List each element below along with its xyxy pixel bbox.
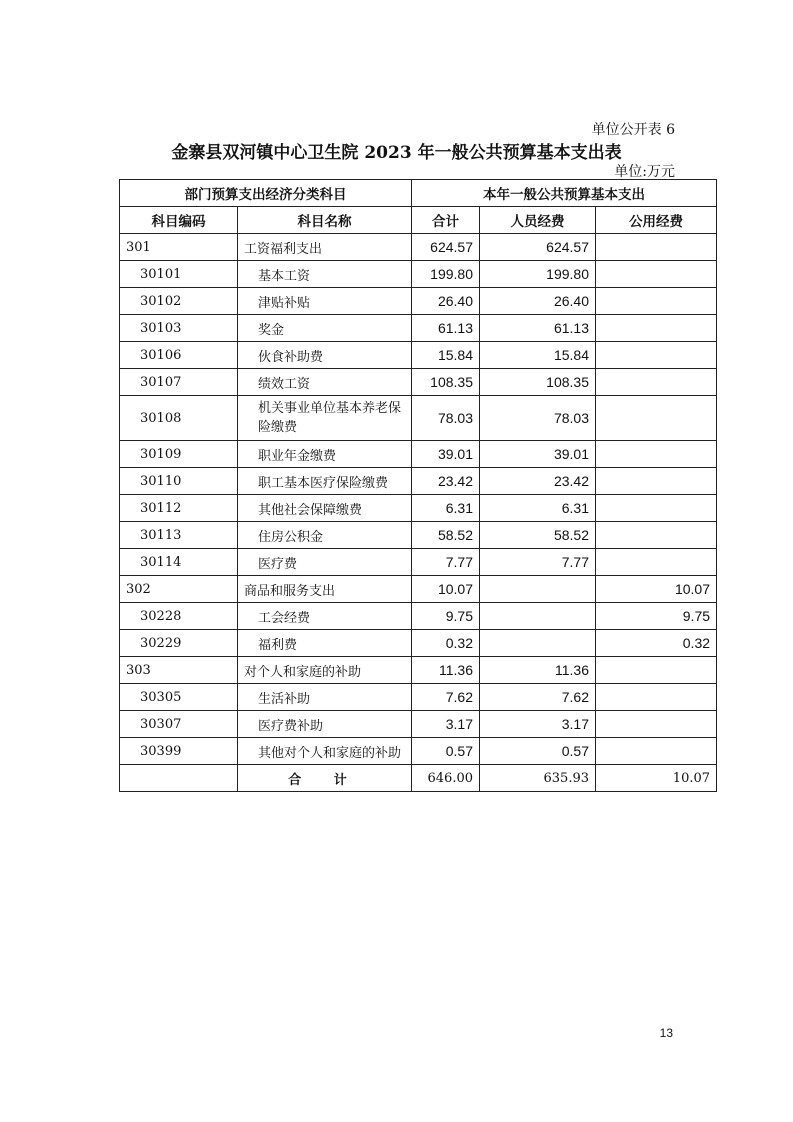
table-row: [120, 684, 717, 711]
cell-personnel: 58.52: [480, 522, 596, 549]
table-row: [120, 711, 717, 738]
cell-personnel: 39.01: [480, 441, 596, 468]
table-row: [120, 630, 717, 657]
column-header-name: 科目名称: [238, 207, 412, 234]
cell-personnel: 11.36: [480, 657, 596, 684]
cell-personnel: 108.35: [480, 369, 596, 396]
cell-total: 3.17: [412, 711, 480, 738]
cell-code: 301: [120, 234, 238, 261]
cell-code: 30114: [120, 549, 238, 576]
cell-name: 工会经费: [238, 603, 412, 630]
group-header-classification: 部门预算支出经济分类科目: [120, 180, 412, 207]
group-header-basic-expenditure: 本年一般公共预算基本支出: [412, 180, 717, 207]
cell-name: 机关事业单位基本养老保险缴费: [238, 396, 412, 441]
cell-name: 商品和服务支出: [238, 576, 412, 603]
cell-total: 39.01: [412, 441, 480, 468]
cell-personnel: 61.13: [480, 315, 596, 342]
cell-name: 医疗费: [238, 549, 412, 576]
cell-total: 15.84: [412, 342, 480, 369]
cell-public: 9.75: [596, 603, 717, 630]
cell-code: 30109: [120, 441, 238, 468]
cell-total: 0.57: [412, 738, 480, 765]
cell-public: [596, 261, 717, 288]
cell-public: [596, 738, 717, 765]
table-row: [120, 657, 717, 684]
cell-personnel: 7.62: [480, 684, 596, 711]
cell-name: 绩效工资: [238, 369, 412, 396]
cell-personnel: 624.57: [480, 234, 596, 261]
cell-total: 199.80: [412, 261, 480, 288]
cell-personnel: 23.42: [480, 468, 596, 495]
cell-personnel: 199.80: [480, 261, 596, 288]
cell-code: 303: [120, 657, 238, 684]
table-row: [120, 576, 717, 603]
cell-total: 7.77: [412, 549, 480, 576]
column-header-code: 科目编码: [120, 207, 238, 234]
cell-name: 职业年金缴费: [238, 441, 412, 468]
cell-code: 30307: [120, 711, 238, 738]
cell-public: [596, 441, 717, 468]
column-header-personnel: 人员经费: [480, 207, 596, 234]
cell-public: [596, 657, 717, 684]
cell-name: 住房公积金: [238, 522, 412, 549]
cell-public: [596, 342, 717, 369]
cell-code: 30108: [120, 396, 238, 441]
unit-label: 单位:万元: [614, 164, 675, 180]
cell-total: 23.42: [412, 468, 480, 495]
cell-public: [596, 522, 717, 549]
table-row: [120, 261, 717, 288]
cell-name: 对个人和家庭的补助: [238, 657, 412, 684]
cell-public: [596, 684, 717, 711]
table-group-header-row: [120, 180, 717, 207]
table-row: [120, 738, 717, 765]
cell-public: [596, 495, 717, 522]
budget-table: [119, 179, 717, 792]
cell-personnel: [480, 630, 596, 657]
cell-total: 9.75: [412, 603, 480, 630]
table-row: [120, 549, 717, 576]
column-header-public: 公用经费: [596, 207, 717, 234]
cell-public: 0.32: [596, 630, 717, 657]
cell-name: 福利费: [238, 630, 412, 657]
cell-code: 30103: [120, 315, 238, 342]
cell-personnel: [480, 576, 596, 603]
cell-total: 58.52: [412, 522, 480, 549]
cell-public: [596, 369, 717, 396]
cell-public: [596, 549, 717, 576]
cell-total: 108.35: [412, 369, 480, 396]
cell-code: 30113: [120, 522, 238, 549]
table-row: [120, 369, 717, 396]
table-column-header-row: [120, 207, 717, 234]
cell-name: 医疗费补助: [238, 711, 412, 738]
cell-name: 伙食补助费: [238, 342, 412, 369]
cell-name: 津贴补贴: [238, 288, 412, 315]
cell-public: [596, 315, 717, 342]
cell-personnel: 26.40: [480, 288, 596, 315]
cell-total: 26.40: [412, 288, 480, 315]
table-row: [120, 495, 717, 522]
cell-personnel: 3.17: [480, 711, 596, 738]
cell-code: 30101: [120, 261, 238, 288]
cell-name: 其他社会保障缴费: [238, 495, 412, 522]
cell-code: 30305: [120, 684, 238, 711]
table-row: [120, 603, 717, 630]
table-row: [120, 396, 717, 441]
cell-personnel: 0.57: [480, 738, 596, 765]
table-total-row: [120, 765, 717, 792]
cell-personnel: 7.77: [480, 549, 596, 576]
cell-name: 其他对个人和家庭的补助: [238, 738, 412, 765]
cell-name: 生活补助: [238, 684, 412, 711]
cell-total: 6.31: [412, 495, 480, 522]
cell-public: [596, 396, 717, 441]
total-public: 10.07: [596, 765, 717, 792]
cell-total: 624.57: [412, 234, 480, 261]
cell-personnel: [480, 603, 596, 630]
cell-name: 基本工资: [238, 261, 412, 288]
cell-code: 30102: [120, 288, 238, 315]
table-row: [120, 468, 717, 495]
cell-code: 302: [120, 576, 238, 603]
cell-total: 11.36: [412, 657, 480, 684]
total-label: 合 计: [238, 765, 412, 792]
table-number: 单位公开表 6: [591, 122, 675, 138]
cell-code: 30106: [120, 342, 238, 369]
cell-code: 30107: [120, 369, 238, 396]
cell-total: 0.32: [412, 630, 480, 657]
page-title: 金寨县双河镇中心卫生院 2023 年一般公共预算基本支出表: [171, 143, 622, 163]
table-row: [120, 315, 717, 342]
cell-personnel: 15.84: [480, 342, 596, 369]
cell-personnel: 6.31: [480, 495, 596, 522]
column-header-total: 合计: [412, 207, 480, 234]
cell-code: 30228: [120, 603, 238, 630]
total-amount: 646.00: [412, 765, 480, 792]
cell-total: 78.03: [412, 396, 480, 441]
cell-code: 30112: [120, 495, 238, 522]
cell-empty: [120, 765, 238, 792]
cell-total: 61.13: [412, 315, 480, 342]
cell-total: 7.62: [412, 684, 480, 711]
table-row: [120, 234, 717, 261]
cell-name: 工资福利支出: [238, 234, 412, 261]
total-personnel: 635.93: [480, 765, 596, 792]
cell-name: 奖金: [238, 315, 412, 342]
cell-code: 30110: [120, 468, 238, 495]
cell-total: 10.07: [412, 576, 480, 603]
page-number: 13: [659, 1026, 673, 1040]
cell-public: 10.07: [596, 576, 717, 603]
cell-public: [596, 711, 717, 738]
table-row: [120, 288, 717, 315]
cell-personnel: 78.03: [480, 396, 596, 441]
cell-public: [596, 234, 717, 261]
cell-name: 职工基本医疗保险缴费: [238, 468, 412, 495]
cell-code: 30399: [120, 738, 238, 765]
cell-public: [596, 468, 717, 495]
table-row: [120, 441, 717, 468]
cell-public: [596, 288, 717, 315]
table-row: [120, 342, 717, 369]
cell-code: 30229: [120, 630, 238, 657]
table-row: [120, 522, 717, 549]
